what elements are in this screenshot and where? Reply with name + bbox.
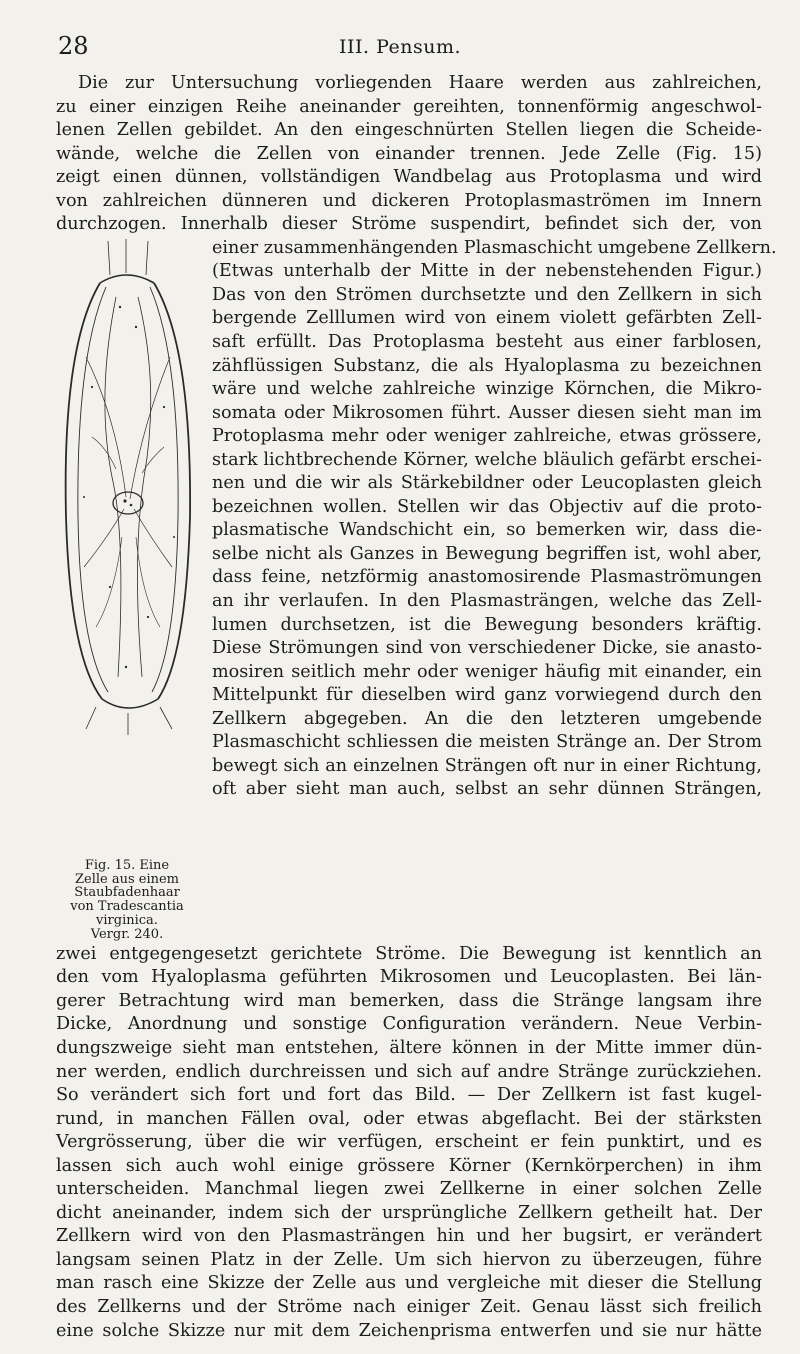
text-line: lenen Zellen gebildet. An den eingeschnürten Stellen liegen die Scheide- [56,120,762,141]
text-line: Zellkern wird von den Plasmasträngen hin und her bugsirt, er verändert [56,1226,762,1247]
text-line: gerer Betrachtung wird man bemerken, dass die Stränge langsam ihre [56,990,762,1011]
text-line: Diese Strömungen sind von verschiedener Dicke, sie anasto- [212,638,762,659]
figure-caption [56,859,198,942]
text-line: den vom Hyaloplasma geführten Mikrosomen und Leucoplasten. Bei län- [56,967,762,988]
text-line: dungszweige sieht man entstehen, ältere können in der Mitte immer dün- [56,1038,762,1059]
text-line: eine solche Skizze nur mit dem Zeichenprisma entwerfen und sie nur hätte [56,1320,762,1341]
text-line: durchzogen. Innerhalb dieser Ströme suspendirt, befindet sich der, von [56,214,762,235]
page-number: 28 [58,32,89,60]
text-line: wäre und welche zahlreiche winzige Körnchen, die Mikro- [212,379,762,400]
text-line: (Etwas unterhalb der Mitte in der nebenstehenden Figur.) [212,261,762,282]
text-line: saft erfüllt. Das Protoplasma besteht aus einer farblosen, [212,332,762,353]
text-line: man rasch eine Skizze der Zelle aus und vergleiche mit dieser die Stellung [56,1273,762,1294]
caption-line: Zelle aus einem [74,871,180,887]
body-text [56,72,777,1343]
text-line: bewegt sich an einzelnen Strängen oft nur in einer Richtung, [212,755,762,776]
page-header [0,34,800,62]
paragraph-bottom [56,943,762,1343]
text-line: Protoplasma mehr oder weniger zahlreiche, etwas grössere, [212,426,762,447]
text-line: langsam seinen Platz in der Zelle. Um sich hiervon zu überzeugen, führe [56,1249,762,1270]
text-line: unterscheiden. Manchmal liegen zwei Zellkerne in einer solchen Zelle [56,1179,762,1200]
text-line: Das von den Strömen durchsetzte und den Zellkern in sich [212,284,762,305]
caption-line: Vergr. 240. [90,926,164,942]
caption-line: Fig. 15. Eine [84,857,170,873]
text-line: des Zellkerns und der Ströme nach einiger Zeit. Genau lässt sich freilich [56,1297,762,1318]
text-line: selbe nicht als Ganzes in Bewegung begriffen ist, wohl aber, [212,543,762,564]
text-line: Mittelpunkt für dieselben wird ganz vorwiegend durch den [212,685,762,706]
text-line: mosiren seitlich mehr oder weniger häufig mit einander, ein [212,661,762,682]
text-line: lumen durchsetzen, ist die Bewegung besonders kräftig. [212,614,762,635]
text-line: stark lichtbrechende Körner, welche bläulich gefärbt erschei- [212,449,762,470]
text-line: zu einer einzigen Reihe aneinander gereihten, tonnenförmig angeschwol- [56,96,762,117]
cell-illustration [56,237,204,737]
text-line: Zellkern abgegeben. An die den letzteren umgebende [212,708,762,729]
caption-line: von Tradescantia [70,899,184,915]
caption-line: Staubfadenhaar [74,885,180,901]
text-line: wände, welche die Zellen von einander trennen. Jede Zelle (Fig. 15) [56,143,762,164]
text-line: Dicke, Anordnung und sonstige Configuration verändern. Neue Verbin- [56,1014,762,1035]
text-line: nen und die wir als Stärkebildner oder Leucoplasten gleich [212,473,762,494]
text-line: lassen sich auch wohl einige grössere Körner (Kernkörperchen) in ihm [56,1155,762,1176]
text-line: zeigt einen dünnen, vollständigen Wandbelag aus Protoplasma und wird [56,167,762,188]
text-line: Die zur Untersuchung vorliegenden Haare werden aus zahlreichen, [78,73,762,93]
text-line: dicht aneinander, indem sich der ursprüngliche Zellkern getheilt hat. Der [56,1202,762,1223]
text-line: plasmatische Wandschicht ein, so bemerken wir, dass die- [212,520,762,541]
paragraph-top [56,72,762,237]
caption-line: virginica. [96,913,158,929]
text-line: Vergrösserung, über die wir verfügen, erscheint er fein punktirt, und es [56,1132,762,1153]
text-line: oft aber sieht man auch, selbst an sehr dünnen Strängen, [212,779,762,800]
text-line: von zahlreichen dünneren und dickeren Protoplasmaströmen im Innern [56,190,762,211]
text-line: zähflüssigen Substanz, die als Hyaloplasma zu bezeichnen [212,355,762,376]
text-line: bergende Zelllumen wird von einem violett gefärbten Zell- [212,308,762,329]
text-line: ner werden, endlich durchreissen und sich auf andre Stränge zurückziehen. [56,1061,762,1082]
text-line: dass feine, netzförmig anastomosirende Plasmaströmungen [212,567,762,588]
running-head: III. Pensum. [338,36,462,58]
text-line: somata oder Mikrosomen führt. Ausser diesen sieht man im [212,402,762,423]
text-line: So verändert sich fort und fort das Bild. — Der Zellkern ist fast kugel- [56,1085,762,1106]
text-line: an ihr verlaufen. In den Plasmasträngen, welche das Zell- [212,591,762,612]
text-line: bezeichnen wollen. Stellen wir das Objectiv auf die proto- [212,496,762,517]
text-line: einer zusammenhängenden Plasmaschicht umgebene Zellkern. [212,237,777,258]
text-line: rund, in manchen Fällen oval, oder etwas abgeflacht. Bei der stärksten [56,1108,762,1129]
text-line: zwei entgegengesetzt gerichtete Ströme. Die Bewegung ist kenntlich an [56,943,762,964]
figure-15 [56,237,206,943]
text-line: Plasmaschicht schliessen die meisten Stränge an. Der Strom [212,732,762,753]
